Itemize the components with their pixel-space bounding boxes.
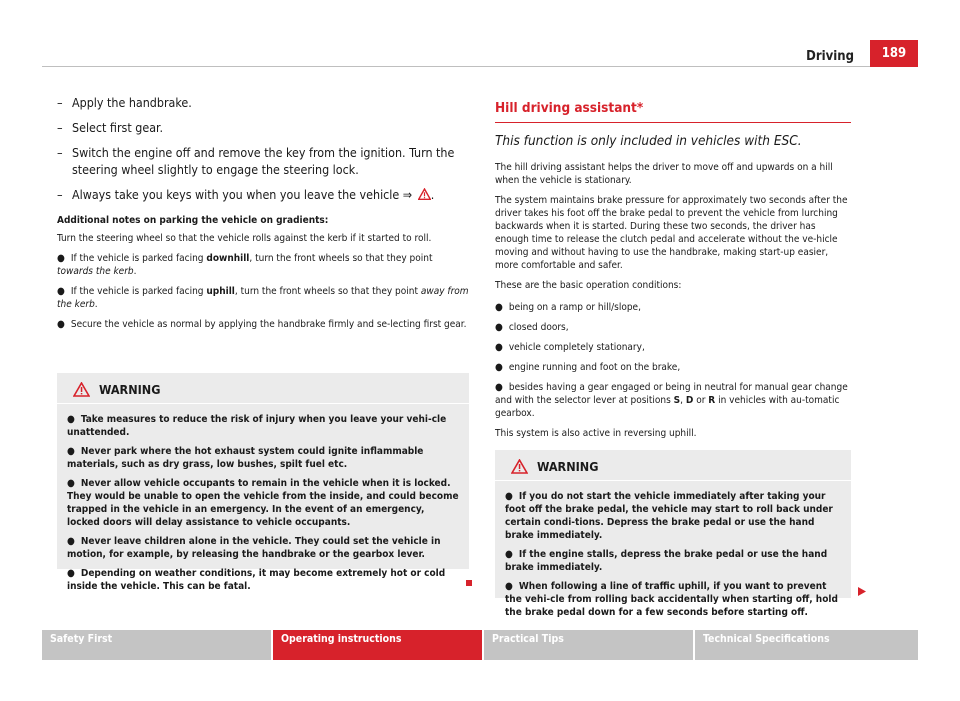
warning-header	[495, 450, 851, 481]
warning-triangle-icon	[73, 382, 90, 397]
footer-tab-technical-specifications[interactable]: Technical Specifications	[695, 630, 918, 660]
list-item: ● besides having a gear engaged or being in neutral for manual gear change and with the selector lever at positions S, D or R in vehicles with au-tomatic gearbox.	[495, 382, 848, 419]
list-item: – Apply the handbrake.	[57, 95, 192, 110]
footer-tab-safety-first[interactable]: Safety First	[42, 630, 271, 660]
warning-label: WARNING	[537, 459, 599, 474]
warning-box-left	[57, 373, 469, 592]
list-item: ● If the vehicle is parked facing downhill, turn the front wheels so that they point towards the kerb.	[57, 253, 433, 277]
section-subtitle: This function is only included in vehicles with ESC.	[495, 133, 802, 149]
footer-tab-operating-instructions[interactable]: Operating instructions	[273, 630, 482, 660]
warning-box-right	[495, 450, 851, 618]
warning-header	[57, 373, 469, 404]
warning-item: ● Take measures to reduce the risk of injury when you leave your vehi-cle unattended.	[67, 414, 447, 438]
note-text: Turn the steering wheel so that the vehicle rolls against the kerb if it started to roll.	[57, 233, 432, 244]
list-item: ● engine running and foot on the brake,	[495, 362, 681, 373]
warning-triangle-icon	[418, 188, 431, 200]
paragraph: These are the basic operation conditions:	[495, 280, 682, 291]
paragraph: The system maintains brake pressure for approximately two seconds after the driver takes his foot off the brake pedal to prevent the vehicle from lurching backwards when it is started. During these two seconds, the driver has enough time to release the clutch pedal and accelerate without the ve-hicle moving and without having to use the handbrake, making start-up easier, more comfortable and safer.	[495, 195, 848, 271]
warning-item: ● Depending on weather conditions, it may become extremely hot or cold inside the vehicle. This can be fatal.	[67, 568, 446, 592]
warning-label: WARNING	[99, 382, 161, 397]
warning-item: ● Never allow vehicle occupants to remain in the vehicle when it is locked. They would be unable to open the vehicle from the inside, and could become trapped in the vehicle in an emergency. In the event of an emergency, locked doors will delay assistance to vehicle occupants.	[67, 478, 459, 528]
warning-item: ● When following a line of traffic uphill, if you want to prevent the vehi-cle from rolling back accidentally when starting off, hold the brake pedal down for a few seconds before starting off.	[505, 581, 838, 618]
warning-item: ● Never leave children alone in the vehicle. They could set the vehicle in motion, for example, by releasing the handbrake or the gearbox lever.	[67, 536, 441, 560]
warning-item: ● Never park where the hot exhaust system could ignite inflammable materials, such as dry grass, low bushes, spilt fuel etc.	[67, 446, 424, 470]
right-column	[495, 102, 851, 447]
list-item: – Select first gear.	[57, 120, 164, 135]
list-item: ● vehicle completely stationary,	[495, 342, 645, 353]
header-rule	[42, 66, 918, 67]
section-end-marker	[466, 580, 472, 586]
footer-tab-practical-tips[interactable]: Practical Tips	[484, 630, 693, 660]
warning-item: ● If the engine stalls, depress the brake pedal or use the hand brake immediately.	[505, 549, 828, 573]
paragraph: The hill driving assistant helps the driver to move off and upwards on a hill when the vehicle is stationary.	[495, 162, 833, 186]
list-item: ● Secure the vehicle as normal by applying the handbrake firmly and se-lecting first gear.	[57, 319, 467, 330]
list-item: – Switch the engine off and remove the key from the ignition. Turn the steering wheel slightly to engage the steering lock.	[57, 145, 455, 177]
page-number: 189	[870, 40, 918, 67]
continue-arrow-icon	[858, 587, 866, 596]
warning-triangle-icon	[511, 459, 528, 474]
section-title: Hill driving assistant*	[495, 100, 851, 123]
page-section-title: Driving	[806, 49, 854, 64]
list-item: ● closed doors,	[495, 322, 569, 333]
list-item: ● If the vehicle is parked facing uphill, turn the front wheels so that they point away from the kerb.	[57, 286, 469, 310]
list-item: – Always take you keys with you when you leave the vehicle ⇒ .	[57, 187, 435, 202]
note-title: Additional notes on parking the vehicle on gradients:	[57, 215, 329, 226]
footer-nav	[42, 630, 918, 660]
list-item: ● being on a ramp or hill/slope,	[495, 302, 641, 313]
left-column	[57, 94, 469, 338]
warning-item: ● If you do not start the vehicle immediately after taking your foot off the brake pedal, the vehicle may start to roll back under certain condi-tions. Depress the brake pedal or use the hand brake immediately.	[505, 491, 833, 541]
paragraph: This system is also active in reversing uphill.	[495, 428, 697, 439]
